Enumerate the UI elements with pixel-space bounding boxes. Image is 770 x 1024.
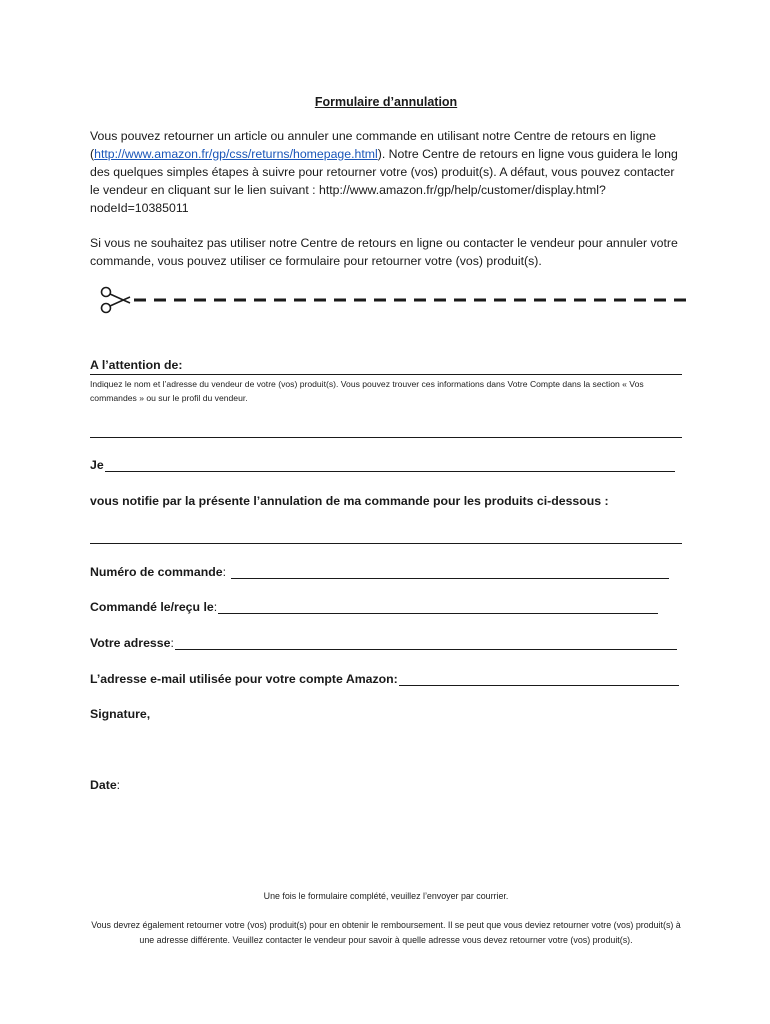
seller-address-line[interactable] — [90, 437, 682, 438]
attention-label: A l’attention de: — [90, 358, 682, 375]
date-label: Date — [90, 778, 117, 792]
intro-paragraph — [90, 127, 682, 217]
order-number-label: Numéro de commande — [90, 565, 223, 579]
intro-text-before-link: Vous pouvez retourner un article ou annuler une commande en utilisant notre Centre de retours en ligne ( — [90, 129, 657, 161]
products-line[interactable] — [90, 543, 682, 544]
attention-note: Indiquez le nom et l’adresse du vendeur de votre (vos) produit(s). Vous pouvez trouver ces informations dans Votre Compte dans la section « Vos commandes » ou sur le profil du vendeur. — [90, 379, 644, 403]
date-colon: : — [116, 778, 121, 792]
footer-instruction: Une fois le formulaire complété, veuillez l’envoyer par courrier. — [263, 891, 509, 901]
order-number-input-line[interactable] — [231, 566, 669, 579]
je-label: Je — [90, 458, 104, 472]
email-input-line[interactable] — [399, 673, 679, 686]
order-date-colon: : — [213, 600, 218, 614]
order-date-label: Commandé le/reçu le — [90, 600, 214, 614]
address-colon: : — [170, 636, 174, 650]
footer-note: Vous devrez également retourner votre (vos) produit(s) pour en obtenir le remboursement. Il se peut que vous deviez retourner votre (vos) produit(s) à une adresse différente. Veuillez contacter le vendeur pour savoir à quelle adresse vous devez retourner votre (vos) produit(s). — [91, 920, 681, 945]
order-date-input-line[interactable] — [218, 601, 658, 614]
date-field — [90, 778, 120, 792]
cut-line — [98, 286, 688, 314]
returns-center-link[interactable]: http://www.amazon.fr/gp/css/returns/homepage.html — [94, 147, 378, 161]
address-field — [90, 636, 677, 650]
address-label: Votre adresse — [90, 636, 171, 650]
order-number-colon: : — [222, 565, 226, 579]
notify-label: vous notifie par la présente l’annulation de ma commande pour les produits ci-dessous : — [90, 494, 609, 508]
alternative-paragraph: Si vous ne souhaitez pas utiliser notre Centre de retours en ligne ou contacter le vendeur pour annuler votre commande, vous pouvez utiliser ce formulaire pour retourner votre (vos) produit(s). — [90, 236, 678, 268]
email-label: L’adresse e-mail utilisée pour votre compte Amazon: — [90, 672, 398, 686]
intro-text-after-link: ). Notre Centre de retours en ligne vous guidera le long des quelques simples étapes à suivre pour retourner votre (vos) produit(s). A défaut, vous pouvez contacter le vendeur en cliquant sur le lien suivant : http://www.amazon.fr/gp/help/customer/display.html?nodeId=10385011 — [90, 147, 678, 215]
signature-field — [90, 707, 150, 721]
scissors-icon — [102, 288, 131, 313]
form-title: Formulaire d’annulation — [314, 95, 458, 109]
je-input-line[interactable] — [105, 459, 675, 472]
email-field — [90, 672, 679, 686]
notify-statement — [90, 494, 609, 508]
order-number-field — [90, 565, 669, 579]
address-input-line[interactable] — [175, 637, 677, 650]
je-field — [90, 458, 675, 472]
order-date-field — [90, 600, 658, 614]
signature-label: Signature, — [90, 707, 151, 721]
